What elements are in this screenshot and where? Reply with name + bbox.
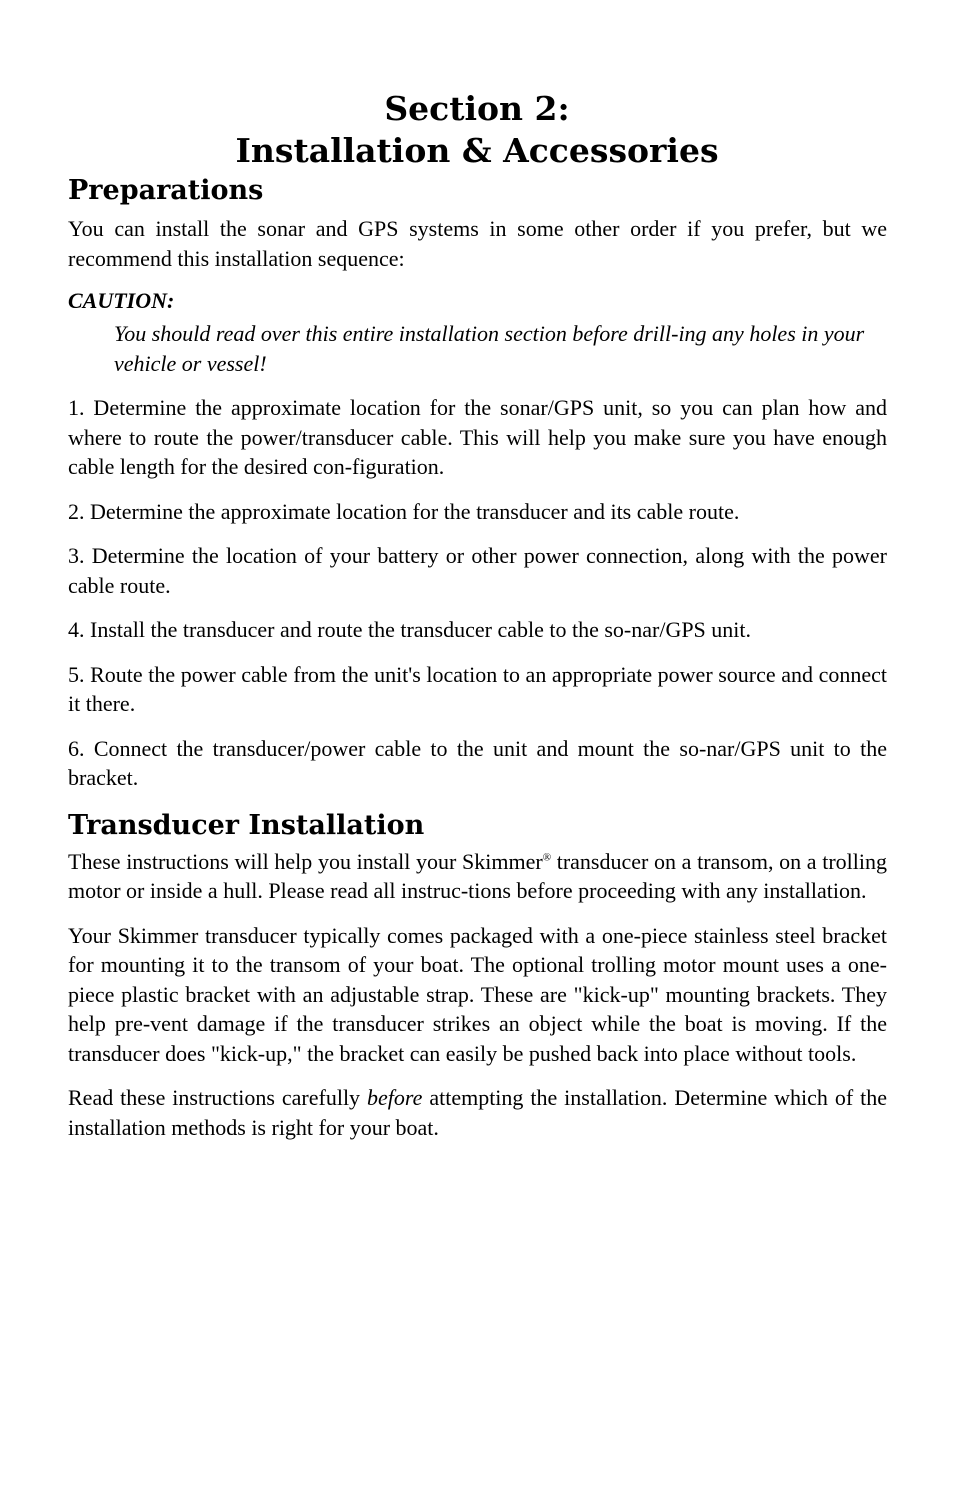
step-5: 5. Route the power cable from the unit's location to an appropriate power source and connect it there. [68,661,887,716]
transducer-p3-end: attempting the installation. Determine which of the installation methods is right for your boat. [68,1085,887,1140]
transducer-p1-start: These instructions will help you install your Skimmer [68,848,543,874]
step-6: 6. Connect the transducer/power cable to the unit and mount the so-nar/GPS unit to the bracket. [68,735,887,790]
manual-page [68,88,887,1142]
transducer-paragraph-3 [68,1083,887,1142]
caution-label: CAUTION: [68,288,175,313]
transducer-heading: Transducer Installation [68,809,425,841]
section-number: Section 2: [384,89,570,128]
registered-mark: ® [542,851,552,864]
section-name: Installation & Accessories [235,131,719,170]
step-1: 1. Determine the approximate location for the sonar/GPS unit, so you can plan how and where to route the power/transducer cable. This will help you make sure you have enough cable length for the desired con-figuration. [68,395,887,479]
step-2: 2. Determine the approximate location for the transducer and its cable route. [68,498,740,524]
preparations-intro: You can install the sonar and GPS systems in some other order if you prefer, but we recommend this installation sequence: [68,216,887,271]
emphasis-before: before [367,1085,423,1110]
transducer-p3-start: Read these instructions carefully [68,1085,367,1110]
preparations-heading: Preparations [68,175,264,206]
section-title [0,88,954,172]
caution-text: You should read over this entire installation section before drill-ing any holes in your vehicle or vessel! [114,321,865,376]
transducer-paragraph-2: Your Skimmer transducer typically comes packaged with a one-piece stainless steel bracket for mounting it to the transom of your boat. The optional trolling motor mount uses a one-piece plastic bracket with an adjustable strap. These are "kick-up" mounting brackets. They help pre-vent damage if the transducer strikes an object while the boat is moving. If the transducer does "kick-up," the bracket can easily be pushed back into place without tools. [68,922,887,1066]
step-4: 4. Install the transducer and route the transducer cable to the so-nar/GPS unit. [68,617,752,642]
transducer-p1-end: transducer on a transom, on a trolling motor or inside a hull. Please read all instruc-tions before proceeding with any installation. [68,848,887,903]
transducer-paragraph-1 [68,847,887,906]
step-3: 3. Determine the location of your battery or other power connection, along with the power cable route. [68,543,887,598]
